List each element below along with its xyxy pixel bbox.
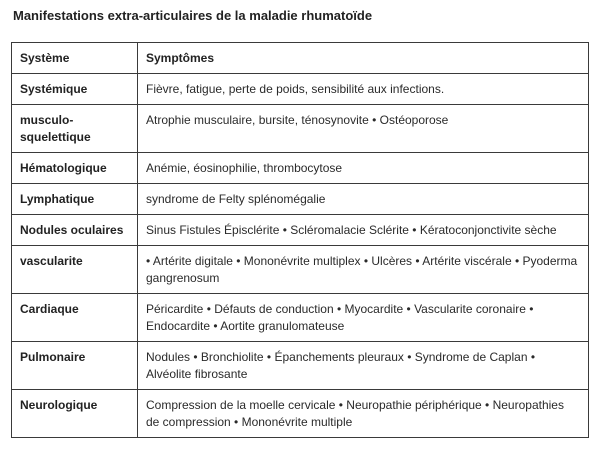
symptoms-cell: syndrome de Felty splénomégalie (138, 184, 589, 215)
system-cell: vascularite (12, 246, 138, 294)
table-header-row (12, 43, 589, 74)
system-cell: Pulmonaire (12, 342, 138, 390)
symptoms-cell: Fièvre, fatigue, perte de poids, sensibilité aux infections. (138, 74, 589, 105)
table-row (12, 246, 589, 294)
table-row (12, 74, 589, 105)
table-row (12, 215, 589, 246)
page-title: Manifestations extra-articulaires de la maladie rhumatoïde (13, 8, 373, 23)
symptoms-cell: Péricardite • Défauts de conduction • Myocardite • Vascularite coronaire • Endocardite • Aortite granulomateuse (138, 294, 589, 342)
symptoms-cell: Nodules • Bronchiolite • Épanchements pleuraux • Syndrome de Caplan • Alvéolite fibrosante (138, 342, 589, 390)
table-row (12, 105, 589, 153)
system-cell: Hématologique (12, 153, 138, 184)
symptoms-cell: • Artérite digitale • Mononévrite multiplex • Ulcères • Artérite viscérale • Pyoderma gangrenosum (138, 246, 589, 294)
table-row (12, 390, 589, 438)
symptoms-cell: Atrophie musculaire, bursite, ténosynovite • Ostéoporose (138, 105, 589, 153)
system-cell: Nodules oculaires (12, 215, 138, 246)
table-row (12, 294, 589, 342)
system-cell: Neurologique (12, 390, 138, 438)
column-header-system: Système (12, 43, 138, 74)
system-cell: Systémique (12, 74, 138, 105)
column-header-symptoms: Symptômes (138, 43, 589, 74)
symptoms-table (11, 42, 589, 438)
symptoms-cell: Anémie, éosinophilie, thrombocytose (138, 153, 589, 184)
symptoms-cell: Sinus Fistules Épisclérite • Scléromalacie Sclérite • Kératoconjonctivite sèche (138, 215, 589, 246)
table-row (12, 342, 589, 390)
system-cell: Lymphatique (12, 184, 138, 215)
system-cell: Cardiaque (12, 294, 138, 342)
table-row (12, 153, 589, 184)
system-cell: musculo-squelettique (12, 105, 138, 153)
table-row (12, 184, 589, 215)
symptoms-cell: Compression de la moelle cervicale • Neuropathie périphérique • Neuropathies de compression • Mononévrite multiple (138, 390, 589, 438)
